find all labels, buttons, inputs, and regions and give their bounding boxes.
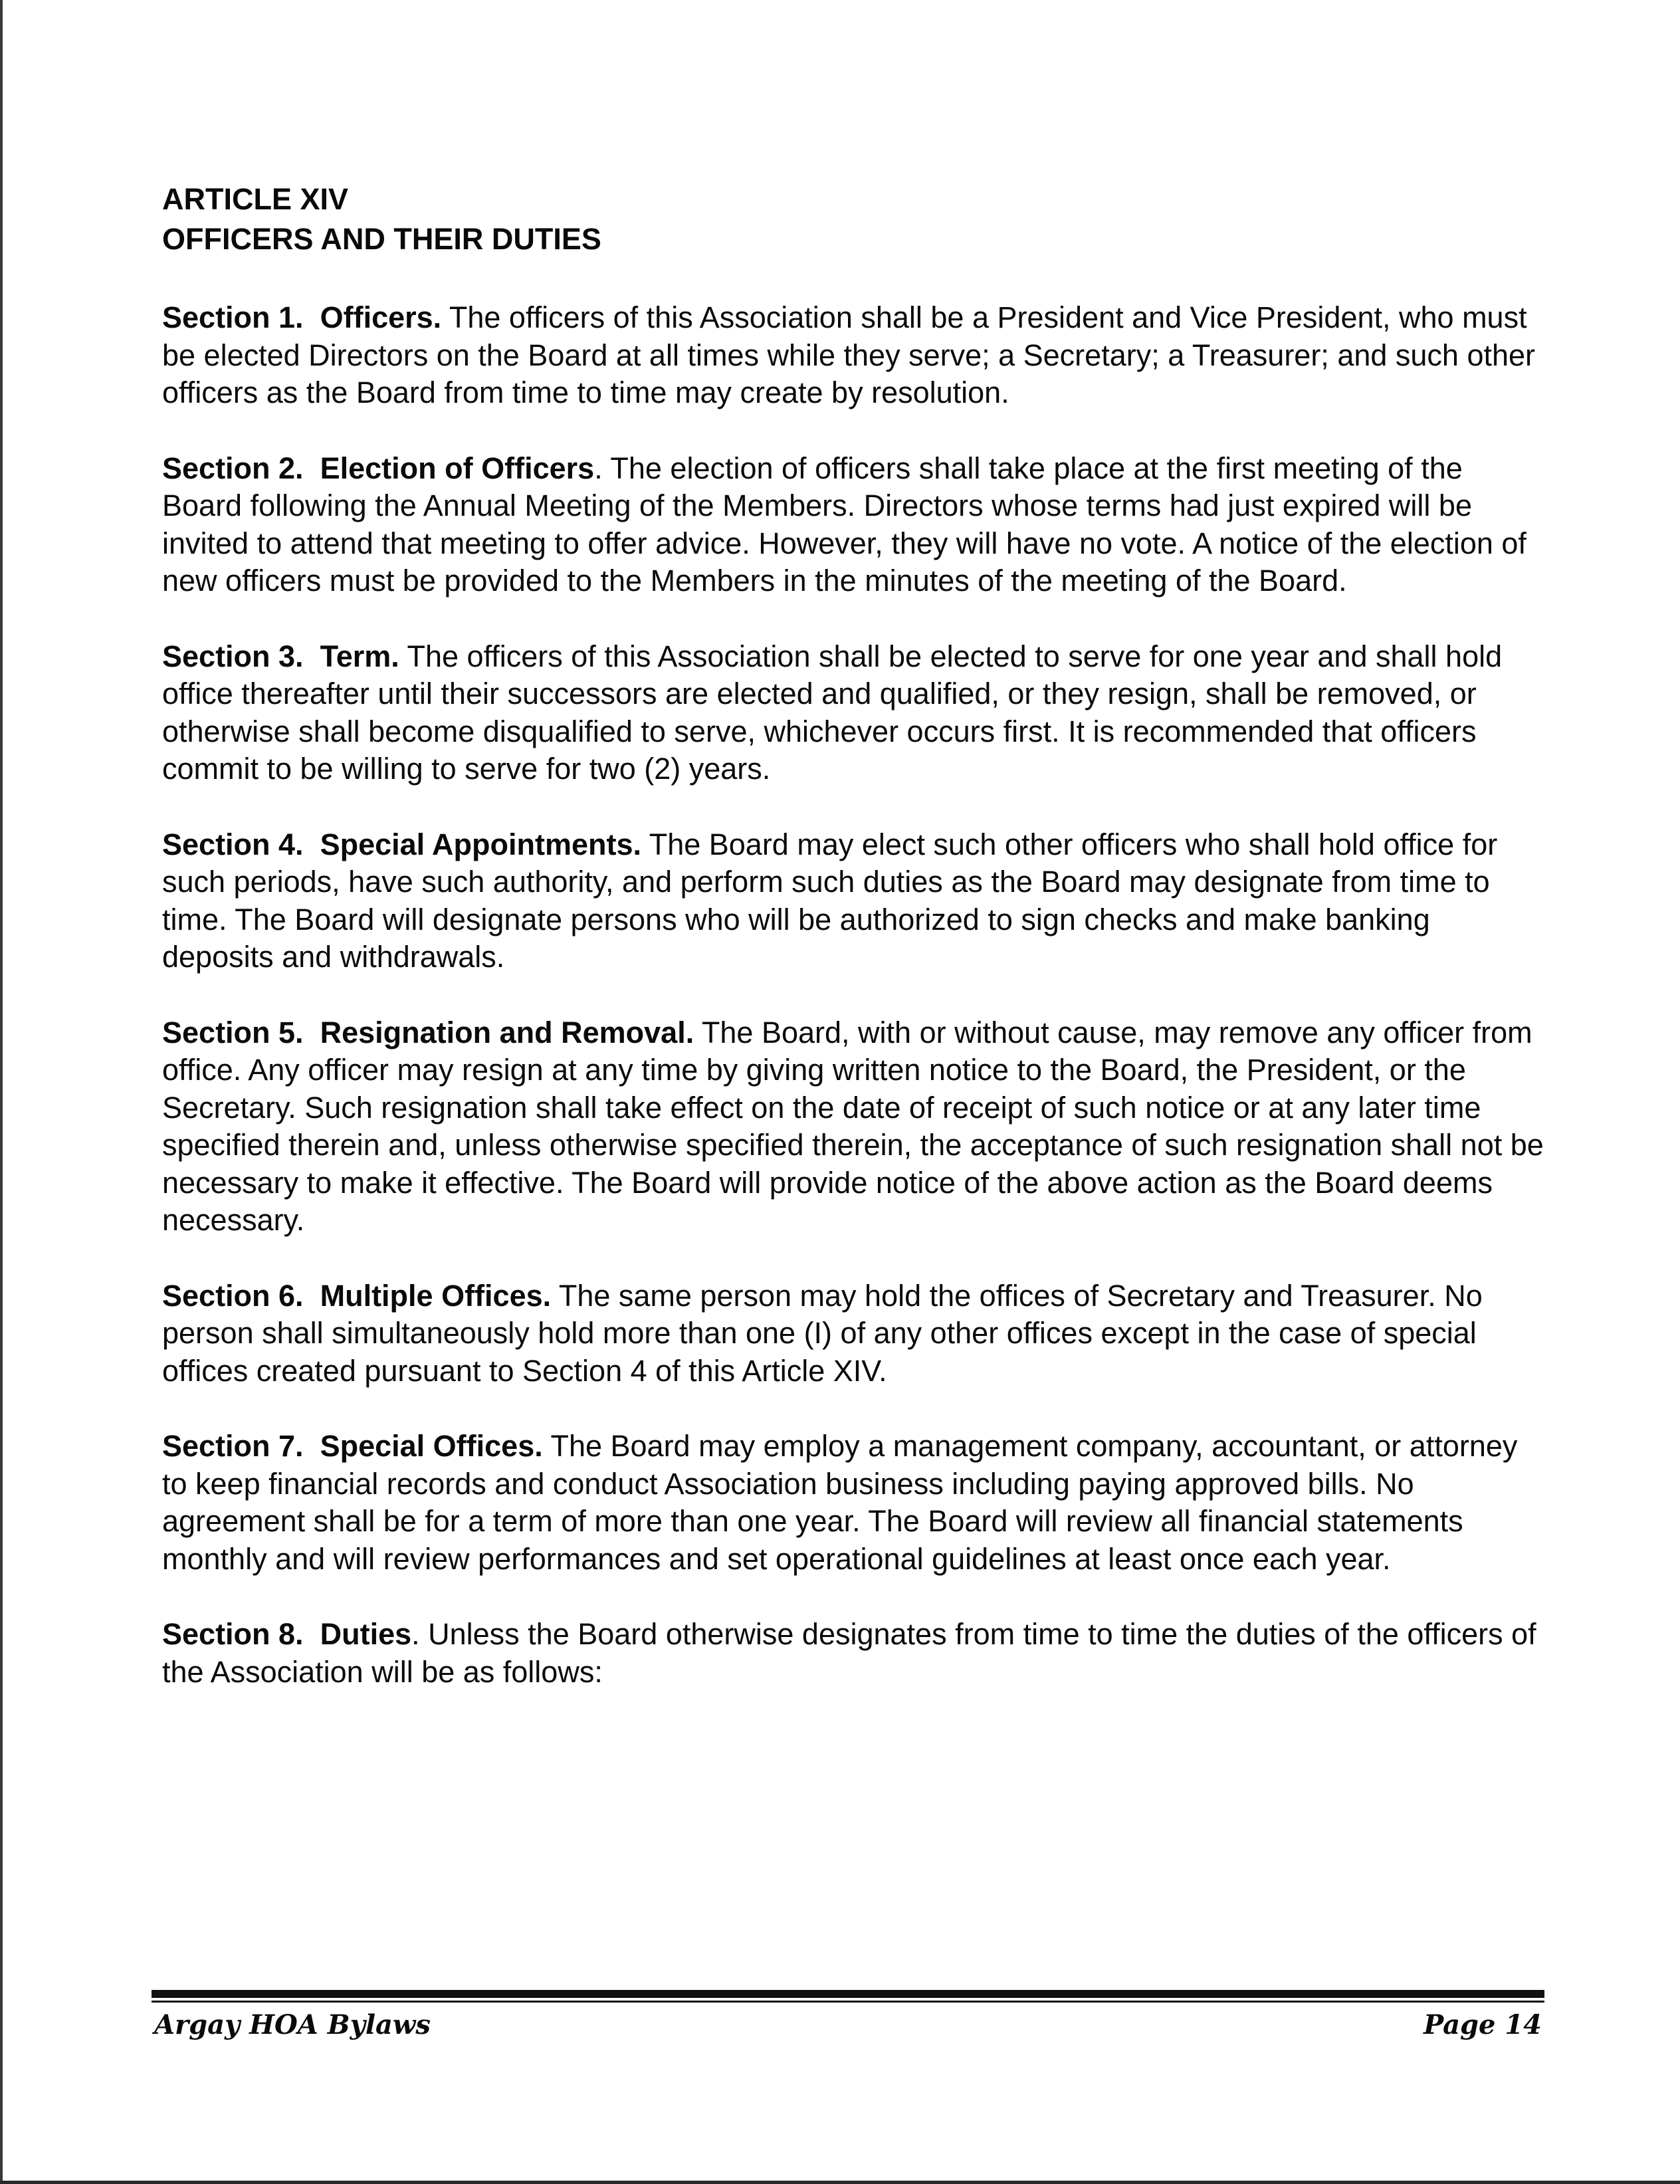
footer-page-number: Page 14 xyxy=(1423,2009,1542,2040)
section-election-of-officers xyxy=(162,450,1544,600)
footer-divider-thin xyxy=(152,2001,1544,2003)
section-text: The Board may elect such other officers who shall hold office for such periods, have such authority, and perform such duties as the Board may designate from time to time. The Board will designate persons who will be authorized to sign checks and make banking deposits and withdrawals. xyxy=(162,827,1498,974)
section-title: Resignation and Removal. xyxy=(320,1015,694,1049)
section-title: Term. xyxy=(320,639,399,673)
section-text: . The election of officers shall take place at the first meeting of the Board following the Annual Meeting of the Members. Directors whose terms had just expired will be invited to attend that meeting to offer advice. However, they will have no vote. A notice of the election of new officers must be provided to the Members in the minutes of the meeting of the Board. xyxy=(162,451,1526,598)
article-title: OFFICERS AND THEIR DUTIES xyxy=(162,222,601,256)
section-title: Special Appointments. xyxy=(320,827,641,861)
section-title: Duties xyxy=(320,1617,412,1651)
section-term xyxy=(162,638,1544,788)
section-label: Section 3. xyxy=(162,639,304,673)
section-resignation-and-removal xyxy=(162,1014,1544,1240)
section-officers xyxy=(162,299,1544,412)
section-text: The same person may hold the offices of Secretary and Treasurer. No person shall simultaneously hold more than one (I) of any other offices except in the case of special offices created pursuant to Section 4 of this Article XIV. xyxy=(162,1278,1483,1388)
section-label: Section 6. xyxy=(162,1278,304,1313)
section-text: The officers of this Association shall be elected to serve for one year and shall hold office thereafter until their successors are elected and qualified, or they resign, shall be removed, or otherwise shall become disqualified to serve, whichever occurs first. It is recommended that officers commit to be willing to serve for two (2) years. xyxy=(162,639,1503,786)
footer-divider xyxy=(152,1990,1544,1998)
section-special-appointments xyxy=(162,826,1544,976)
section-text: The Board, with or without cause, may remove any officer from office. Any officer may resign at any time by giving written notice to the Board, the President, or the Secretary. Such resignation shall take effect on the date of receipt of such notice or at any later time specified therein and, unless otherwise specified therein, the acceptance of such resignation shall not be necessary to make it effective. The Board will provide notice of the above action as the Board deems necessary. xyxy=(162,1015,1544,1237)
section-label: Section 2. xyxy=(162,451,304,485)
section-title: Election of Officers xyxy=(320,451,595,485)
section-special-offices xyxy=(162,1428,1544,1578)
section-label: Section 8. xyxy=(162,1617,304,1651)
section-title: Officers. xyxy=(320,300,442,334)
section-label: Section 4. xyxy=(162,827,304,861)
footer-document-title: Argay HOA Bylaws xyxy=(154,2009,431,2040)
section-text: . Unless the Board otherwise designates from time to time the duties of the officers of the Association will be as follows: xyxy=(162,1617,1536,1689)
section-label: Section 1. xyxy=(162,300,304,334)
document-body xyxy=(162,179,1544,1691)
section-label: Section 5. xyxy=(162,1015,304,1049)
section-label: Section 7. xyxy=(162,1429,304,1463)
section-text: The Board may employ a management company, accountant, or attorney to keep financial records and conduct Association business including paying approved bills. No agreement shall be for a term of more than one year. The Board will review all financial statements monthly and will review performances and set operational guidelines at least once each year. xyxy=(162,1429,1518,1576)
section-duties xyxy=(162,1616,1544,1691)
page-edge-left xyxy=(0,0,3,2184)
article-number: ARTICLE XIV xyxy=(162,182,349,216)
page-edge-bottom xyxy=(0,2181,1680,2184)
section-multiple-offices xyxy=(162,1277,1544,1390)
section-title: Multiple Offices. xyxy=(320,1278,552,1313)
section-title: Special Offices. xyxy=(320,1429,543,1463)
section-text: The officers of this Association shall be a President and Vice President, who must be elected Directors on the Board at all times while they serve; a Secretary; a Treasurer; and such other officers as the Board from time to time may create by resolution. xyxy=(162,300,1536,409)
